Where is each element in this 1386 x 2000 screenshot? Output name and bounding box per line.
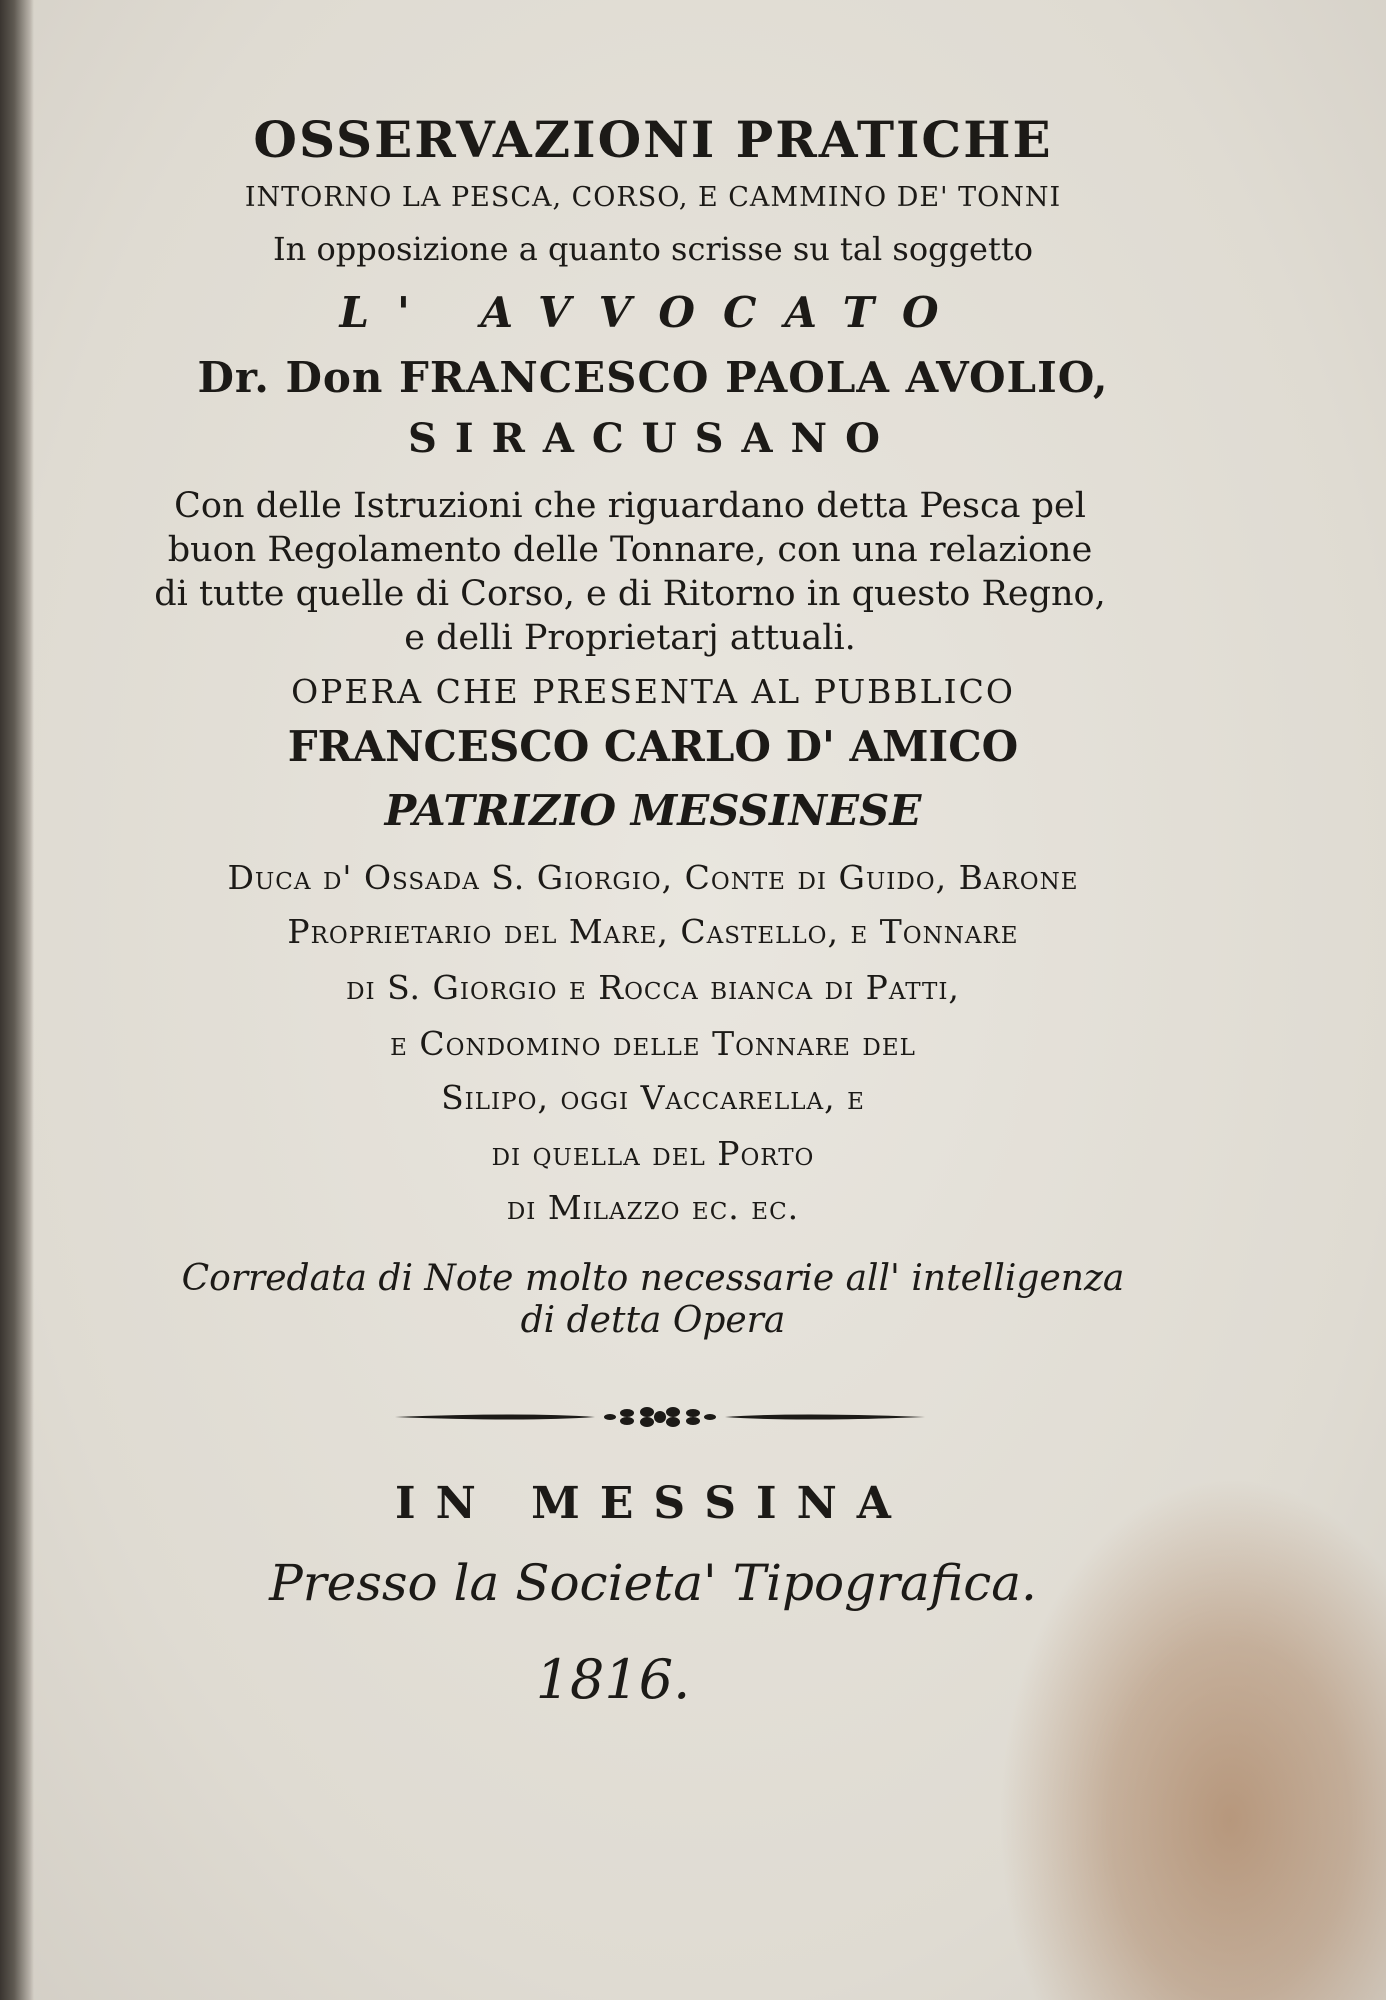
book-title: OSSERVAZIONI PRATICHE	[253, 110, 1053, 169]
imprint-year: 1816.	[535, 1648, 691, 1711]
presenter-titles-line: Duca d' Ossada S. Giorgio, Conte di Guido, Barone	[227, 858, 1079, 897]
imprint-city: IN MESSINA	[395, 1478, 911, 1529]
notes-line: di detta Opera	[520, 1300, 786, 1341]
notes-line: Corredata di Note molto necessarie all' intelligenza	[181, 1258, 1125, 1299]
presenter-titles-line: di quella del Porto	[491, 1134, 815, 1173]
presenter-titles-line: di Milazzo ec. ec.	[506, 1188, 800, 1227]
book-subtitle: INTORNO LA PESCA, CORSO, E CAMMINO DE' TONNI	[244, 182, 1062, 213]
instructions-paragraph	[80, 484, 1180, 660]
presenter-titles-line: di S. Giorgio e Rocca bianca di Patti,	[346, 968, 960, 1007]
presenter-name: FRANCESCO CARLO D' AMICO	[287, 722, 1019, 771]
presenter-titles-line: Proprietario del Mare, Castello, e Tonnare	[287, 912, 1019, 951]
instructions-line: buon Regolamento delle Tonnare, con una relazione	[167, 530, 1093, 570]
author-name: Dr. Don FRANCESCO PAOLA AVOLIO,	[197, 353, 1109, 402]
imprint-press: Presso la Societa' Tipografica.	[269, 1554, 1037, 1612]
instructions-line: Con delle Istruzioni che riguardano detta Pesca pel	[174, 486, 1086, 526]
presenter-titles-line: Silipo, oggi Vaccarella, e	[441, 1078, 865, 1117]
presenter-title: PATRIZIO MESSINESE	[384, 786, 922, 835]
author-origin: SIRACUSANO	[408, 415, 898, 462]
presenter-intro: OPERA CHE PRESENTA AL PUBBLICO	[291, 672, 1015, 711]
instructions-line: e delli Proprietarj attuali.	[404, 618, 856, 658]
opposition-line: In opposizione a quanto scrisse su tal soggetto	[273, 230, 1033, 268]
avvocato-heading: L' AVVOCATO	[339, 288, 967, 337]
presenter-titles-line: e Condomino delle Tonnare del	[390, 1024, 916, 1063]
instructions-line: di tutte quelle di Corso, e di Ritorno in questo Regno,	[154, 574, 1106, 614]
ornament-rule-icon	[395, 1400, 925, 1434]
